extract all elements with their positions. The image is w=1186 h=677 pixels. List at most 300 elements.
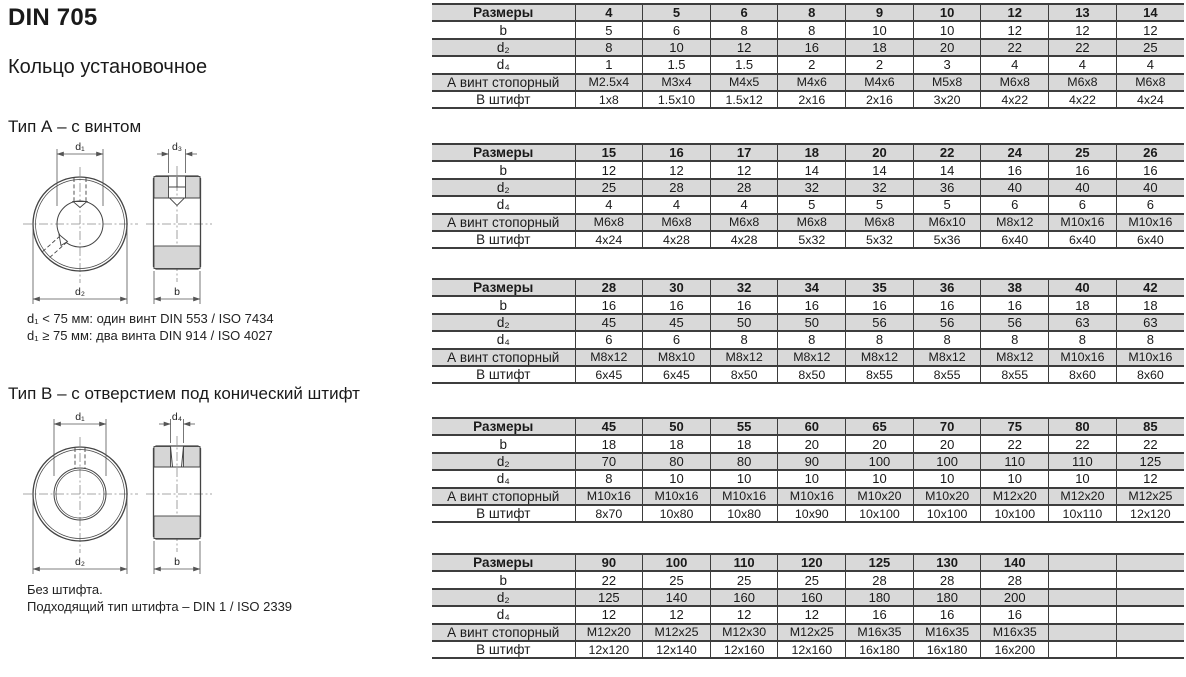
value-cell: 25 [710,571,778,588]
dimensions-table-5 [432,553,1184,659]
value-cell: 14 [778,161,846,178]
value-cell: 4x28 [643,231,711,248]
value-cell: 2x16 [846,91,914,108]
value-cell: 4 [710,196,778,213]
value-cell: 8 [575,470,643,487]
size-header-cell: 10 [913,4,981,21]
size-header-cell: 120 [778,554,846,571]
size-header-cell: 80 [1049,418,1117,435]
value-cell: 25 [643,571,711,588]
value-cell: 40 [981,179,1049,196]
value-cell: 8 [913,331,981,348]
value-cell: M6x8 [1049,74,1117,91]
value-cell: 12x160 [710,641,778,658]
note-line: Без штифта. [27,582,103,597]
row-label-d2: d₂ [432,39,575,56]
size-header-cell: 130 [913,554,981,571]
value-cell: 4x24 [1116,91,1184,108]
value-cell: 18 [1049,296,1117,313]
value-cell: 100 [846,453,914,470]
dimensions-table-3 [432,278,1184,384]
value-cell: M3x4 [643,74,711,91]
value-cell: 80 [643,453,711,470]
value-cell: 50 [710,314,778,331]
value-cell: 14 [846,161,914,178]
value-cell: M5x8 [913,74,981,91]
value-cell: 28 [913,571,981,588]
size-header-cell: 45 [575,418,643,435]
value-cell: 16 [981,296,1049,313]
value-cell: 5 [846,196,914,213]
value-cell: 8 [778,331,846,348]
value-cell: 180 [846,589,914,606]
value-cell: 10 [846,21,914,38]
value-cell: 70 [575,453,643,470]
size-header-cell: 28 [575,279,643,296]
value-cell: M12x25 [643,624,711,641]
row-label-sizes: Размеры [432,4,575,21]
value-cell: 8 [1049,331,1117,348]
value-cell: 180 [913,589,981,606]
value-cell: 125 [1116,453,1184,470]
value-cell: 6x45 [643,366,711,383]
value-cell: 10 [710,470,778,487]
value-cell: M6x8 [778,214,846,231]
row-label-screw: А винт стопорный [432,349,575,366]
value-cell: 12 [643,161,711,178]
row-label-b: b [432,296,575,313]
dim-label-d1: d₁ [75,411,85,423]
row-label-b: b [432,435,575,452]
value-cell: M12x25 [1116,488,1184,505]
value-cell: 4 [575,196,643,213]
size-header-cell: 75 [981,418,1049,435]
value-cell: 6 [981,196,1049,213]
value-cell: M2.5x4 [575,74,643,91]
size-header-cell: 100 [643,554,711,571]
value-cell: 22 [981,39,1049,56]
value-cell: 16 [710,296,778,313]
value-cell: M16x35 [913,624,981,641]
value-cell: 16x200 [981,641,1049,658]
row-label-d4: d₄ [432,606,575,623]
row-label-b: b [432,21,575,38]
size-header-cell [1116,554,1184,571]
value-cell: M6x8 [643,214,711,231]
value-cell: 56 [846,314,914,331]
value-cell: M8x12 [710,349,778,366]
value-cell: 1.5x10 [643,91,711,108]
value-cell: 6 [643,21,711,38]
row-label-d2: d₂ [432,589,575,606]
size-header-cell: 60 [778,418,846,435]
value-cell: 10x100 [846,505,914,522]
value-cell: M12x20 [575,624,643,641]
value-cell: 45 [643,314,711,331]
value-cell: M10x16 [1049,349,1117,366]
value-cell: 110 [981,453,1049,470]
type-b-drawing [20,406,220,582]
value-cell: 4x22 [1049,91,1117,108]
value-cell: 12 [710,39,778,56]
size-header-cell: 34 [778,279,846,296]
value-cell: 5x32 [778,231,846,248]
value-cell: 160 [778,589,846,606]
value-cell: 25 [575,179,643,196]
value-cell: 8x50 [710,366,778,383]
note-line: d₁ < 75 мм: один винт DIN 553 / ISO 7434 [27,311,274,326]
row-label-d2: d₂ [432,179,575,196]
value-cell: M12x20 [981,488,1049,505]
value-cell: 22 [1116,435,1184,452]
value-cell: 8x60 [1049,366,1117,383]
value-cell: 4x22 [981,91,1049,108]
value-cell: 20 [913,39,981,56]
size-header-cell: 140 [981,554,1049,571]
value-cell: 10 [981,470,1049,487]
value-cell: 25 [1116,39,1184,56]
value-cell: 16 [643,296,711,313]
value-cell: 8x55 [913,366,981,383]
value-cell: 6 [1049,196,1117,213]
row-label-d2: d₂ [432,453,575,470]
value-cell: 10x80 [710,505,778,522]
value-cell: 16 [778,39,846,56]
value-cell: M12x30 [710,624,778,641]
row-label-screw: А винт стопорный [432,488,575,505]
value-cell [1049,606,1117,623]
size-table-group-5 [432,553,1184,659]
value-cell: 16 [778,296,846,313]
value-cell: 4 [1049,56,1117,73]
value-cell: M10x16 [1116,349,1184,366]
value-cell: 6 [643,331,711,348]
note-line: d₁ ≥ 75 мм: два винта DIN 914 / ISO 4027 [27,328,273,343]
value-cell: M16x35 [846,624,914,641]
row-label-screw: А винт стопорный [432,74,575,91]
value-cell: 4 [1116,56,1184,73]
value-cell: 50 [778,314,846,331]
section-fill-bottom [154,246,200,269]
size-header-cell: 32 [710,279,778,296]
value-cell: 16 [1049,161,1117,178]
row-label-d4: d₄ [432,331,575,348]
size-header-cell: 22 [913,144,981,161]
size-header-cell [1049,554,1117,571]
keyway-notch [59,235,68,246]
screw-tip-side [170,198,185,206]
size-header-cell: 14 [1116,4,1184,21]
value-cell: 22 [981,435,1049,452]
value-cell: 160 [710,589,778,606]
value-cell: 28 [981,571,1049,588]
value-cell [1116,624,1184,641]
value-cell: M10x20 [846,488,914,505]
value-cell: 16 [913,606,981,623]
value-cell: 2 [778,56,846,73]
size-header-cell: 90 [575,554,643,571]
row-label-pin: В штифт [432,366,575,383]
value-cell: 18 [643,435,711,452]
size-header-cell: 8 [778,4,846,21]
value-cell: 8x60 [1116,366,1184,383]
value-cell: 8x55 [846,366,914,383]
value-cell: M6x8 [846,214,914,231]
value-cell: 12 [1116,470,1184,487]
value-cell: 20 [913,435,981,452]
value-cell: M8x12 [981,349,1049,366]
size-header-cell: 6 [710,4,778,21]
value-cell: 10 [643,39,711,56]
dimensions-table-4 [432,417,1184,523]
value-cell: 6x45 [575,366,643,383]
row-label-pin: В штифт [432,641,575,658]
value-cell: M8x12 [846,349,914,366]
value-cell: 18 [575,435,643,452]
dimensions-table-1 [432,3,1184,109]
value-cell: 8x55 [981,366,1049,383]
value-cell: 8 [710,331,778,348]
value-cell: 12x120 [1116,505,1184,522]
row-label-pin: В штифт [432,231,575,248]
section-fill-bottom [154,516,200,539]
size-header-cell: 18 [778,144,846,161]
value-cell: 10 [846,470,914,487]
row-label-d4: d₄ [432,196,575,213]
value-cell: 12 [1116,21,1184,38]
value-cell [1116,589,1184,606]
size-header-cell: 85 [1116,418,1184,435]
value-cell: 18 [1116,296,1184,313]
value-cell: M16x35 [981,624,1049,641]
value-cell: 10x80 [643,505,711,522]
value-cell: M10x16 [710,488,778,505]
value-cell: 4x28 [710,231,778,248]
dim-label-b: b [174,556,180,568]
value-cell: M10x16 [643,488,711,505]
value-cell: 90 [778,453,846,470]
value-cell: 10 [778,470,846,487]
value-cell: 8 [846,331,914,348]
value-cell: 5x36 [913,231,981,248]
value-cell: 6 [575,331,643,348]
value-cell: 4x24 [575,231,643,248]
value-cell: 6x40 [1049,231,1117,248]
value-cell: 4 [643,196,711,213]
row-label-b: b [432,161,575,178]
dim-label-d2: d₂ [75,556,85,568]
dim-label-b: b [174,286,180,298]
value-cell: 16 [1116,161,1184,178]
value-cell: 20 [778,435,846,452]
value-cell: 40 [1116,179,1184,196]
value-cell: 10 [1049,470,1117,487]
type-a-heading: Тип А – с винтом [8,117,142,136]
size-header-cell: 4 [575,4,643,21]
size-table-group-4 [432,417,1184,523]
value-cell: M12x25 [778,624,846,641]
value-cell: M8x12 [778,349,846,366]
value-cell: M6x8 [1116,74,1184,91]
size-header-cell: 40 [1049,279,1117,296]
value-cell: 28 [643,179,711,196]
value-cell: 16 [846,606,914,623]
value-cell: 12x120 [575,641,643,658]
value-cell: M6x10 [913,214,981,231]
value-cell: 12 [778,606,846,623]
value-cell: 63 [1049,314,1117,331]
value-cell: 8x50 [778,366,846,383]
value-cell: 5 [913,196,981,213]
value-cell: 12 [981,21,1049,38]
value-cell: 2x16 [778,91,846,108]
value-cell: 110 [1049,453,1117,470]
value-cell: 1x8 [575,91,643,108]
size-header-cell: 15 [575,144,643,161]
value-cell: 12 [710,606,778,623]
page-title: DIN 705 [8,4,98,31]
value-cell: 56 [981,314,1049,331]
value-cell: 25 [778,571,846,588]
value-cell: M6x8 [981,74,1049,91]
note-line: Подходящий тип штифта – DIN 1 / ISO 2339 [27,599,293,614]
value-cell: 2 [846,56,914,73]
value-cell: 12 [575,606,643,623]
value-cell: 32 [846,179,914,196]
value-cell: M10x16 [1116,214,1184,231]
value-cell: 1.5 [643,56,711,73]
value-cell: M12x20 [1049,488,1117,505]
size-header-cell: 5 [643,4,711,21]
value-cell: 8 [981,331,1049,348]
value-cell: 28 [710,179,778,196]
value-cell: 80 [710,453,778,470]
value-cell: 6x40 [981,231,1049,248]
value-cell: 45 [575,314,643,331]
value-cell: 22 [575,571,643,588]
row-label-d4: d₄ [432,56,575,73]
dim-label-d1: d₁ [75,141,85,153]
value-cell: M6x8 [710,214,778,231]
value-cell: M6x8 [575,214,643,231]
size-header-cell: 25 [1049,144,1117,161]
size-header-cell: 17 [710,144,778,161]
value-cell: 10 [913,21,981,38]
row-label-b: b [432,571,575,588]
dim-label-d4: d₄ [171,411,183,423]
value-cell: 12x160 [778,641,846,658]
value-cell: 12 [710,161,778,178]
value-cell: 8 [575,39,643,56]
size-header-cell: 50 [643,418,711,435]
value-cell: 4 [981,56,1049,73]
value-cell: 10 [643,470,711,487]
size-table-group-1 [432,3,1184,109]
size-header-cell: 125 [846,554,914,571]
value-cell: M4x6 [846,74,914,91]
value-cell: 14 [913,161,981,178]
value-cell: 18 [846,39,914,56]
value-cell: 36 [913,179,981,196]
size-table-group-3 [432,278,1184,384]
value-cell: 12x140 [643,641,711,658]
size-table-group-2 [432,143,1184,249]
value-cell: 16x180 [913,641,981,658]
size-header-cell: 24 [981,144,1049,161]
value-cell: 5x32 [846,231,914,248]
value-cell: 18 [710,435,778,452]
value-cell: 40 [1049,179,1117,196]
value-cell: 12 [1049,21,1117,38]
value-cell: M10x16 [1049,214,1117,231]
size-header-cell: 12 [981,4,1049,21]
section-fill-top-right [186,177,201,199]
value-cell: M8x12 [913,349,981,366]
row-label-pin: В штифт [432,505,575,522]
row-label-d2: d₂ [432,314,575,331]
value-cell: 6x40 [1116,231,1184,248]
value-cell: 10x100 [981,505,1049,522]
type-a-drawing [20,136,220,312]
size-header-cell: 36 [913,279,981,296]
value-cell: 1.5 [710,56,778,73]
size-header-cell: 35 [846,279,914,296]
value-cell: 22 [1049,435,1117,452]
value-cell: 8 [778,21,846,38]
row-label-sizes: Размеры [432,144,575,161]
size-header-cell: 30 [643,279,711,296]
value-cell: M10x16 [778,488,846,505]
size-header-cell: 55 [710,418,778,435]
row-label-screw: А винт стопорный [432,624,575,641]
value-cell: M4x5 [710,74,778,91]
value-cell [1116,571,1184,588]
dim-label-d2: d₂ [75,286,85,298]
value-cell: 6 [1116,196,1184,213]
row-label-sizes: Размеры [432,554,575,571]
size-header-cell: 38 [981,279,1049,296]
value-cell: 1.5x12 [710,91,778,108]
value-cell: 12 [575,161,643,178]
value-cell [1116,641,1184,658]
value-cell: 16x180 [846,641,914,658]
section-fill-top-right [184,447,201,468]
type-a-notes [27,310,274,344]
value-cell: M8x10 [643,349,711,366]
value-cell: 56 [913,314,981,331]
page-subtitle: Кольцо установочное [8,56,208,78]
value-cell: 16 [981,161,1049,178]
size-header-cell: 110 [710,554,778,571]
value-cell: 3x20 [913,91,981,108]
size-header-cell: 9 [846,4,914,21]
value-cell: 5 [778,196,846,213]
value-cell: 140 [643,589,711,606]
value-cell: 8 [1116,331,1184,348]
value-cell [1049,624,1117,641]
row-label-sizes: Размеры [432,279,575,296]
value-cell: 16 [575,296,643,313]
row-label-d4: d₄ [432,470,575,487]
row-label-screw: А винт стопорный [432,214,575,231]
value-cell: 32 [778,179,846,196]
value-cell: 10 [913,470,981,487]
value-cell: 22 [1049,39,1117,56]
type-b-heading: Тип В – с отверстием под конический штифт [8,384,360,403]
value-cell: M8x12 [575,349,643,366]
value-cell: 16 [913,296,981,313]
section-fill-top-left [154,177,169,199]
